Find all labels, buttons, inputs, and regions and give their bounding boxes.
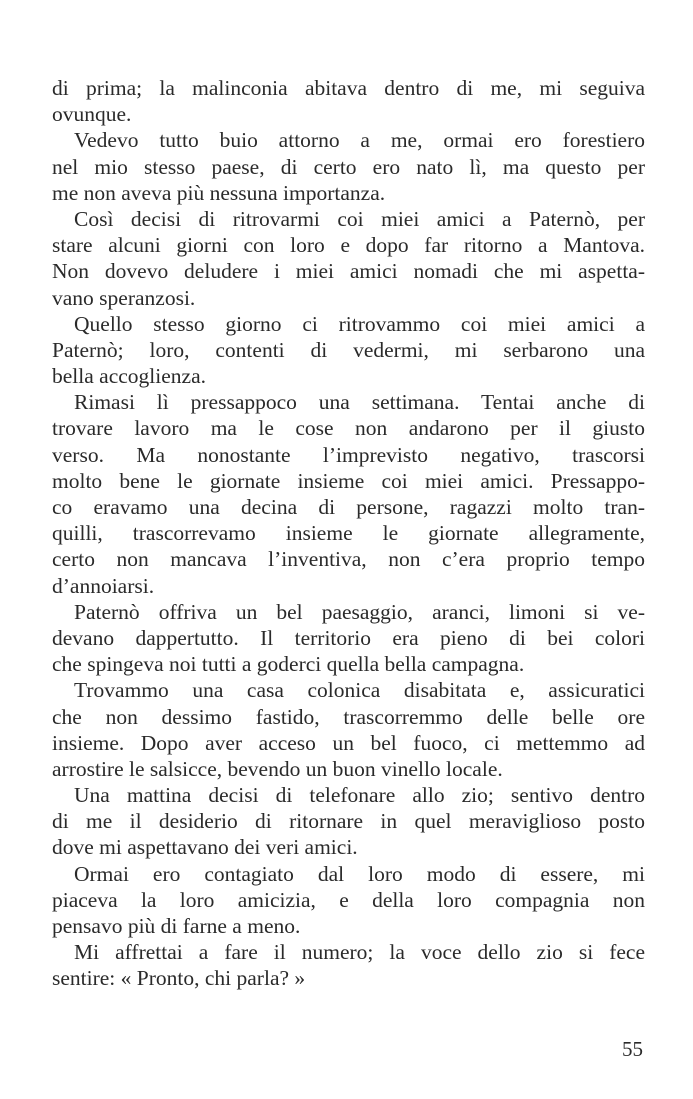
text-line: devano dappertutto. Il territorio era pieno di bei colori	[52, 625, 645, 650]
text-line: Vedevo tutto buio attorno a me, ormai ero forestiero	[74, 128, 645, 153]
text-line: Rimasi lì pressappoco una settimana. Tentai anche di	[74, 390, 645, 415]
page-number: 55	[622, 1037, 643, 1061]
paragraph	[52, 861, 645, 940]
text-line: di prima; la malinconia abitava dentro di me, mi seguiva	[52, 76, 645, 100]
paragraph	[52, 939, 645, 991]
paragraph	[52, 389, 645, 599]
text-line: Trovammo una casa colonica disabitata e, assicuratici	[74, 678, 645, 703]
text-line: Ormai ero contagiato dal loro modo di essere, mi	[74, 861, 645, 886]
text-line: che spingeva noi tutti a goderci quella bella campagna.	[52, 652, 525, 677]
paragraph	[52, 311, 645, 390]
text-line: Mi affrettai a fare il numero; la voce dello zio si fece	[74, 940, 645, 965]
paragraph	[52, 677, 645, 782]
text-line: nel mio stesso paese, di certo ero nato lì, ma questo per	[52, 154, 645, 179]
text-line: insieme. Dopo aver acceso un bel fuoco, ci mettemmo ad	[52, 730, 645, 755]
paragraph	[52, 206, 645, 311]
text-line: Paternò offriva un bel paesaggio, aranci, limoni si ve-	[74, 599, 645, 624]
text-line: me non aveva più nessuna importanza.	[52, 180, 386, 205]
text-line: Una mattina decisi di telefonare allo zio; sentivo dentro	[74, 783, 645, 808]
text-line: pensavo più di farne a meno.	[52, 914, 301, 938]
text-line: Paternò; loro, contenti di vedermi, mi serbarono una	[52, 337, 645, 362]
paragraph	[52, 75, 645, 127]
text-line: di me il desiderio di ritornare in quel meraviglioso posto	[52, 809, 645, 834]
text-line: Così decisi di ritrovarmi coi miei amici a Paternò, per	[74, 206, 645, 231]
paragraph	[52, 127, 645, 206]
text-line: verso. Ma nonostante l’imprevisto negativo, trascorsi	[52, 442, 645, 467]
text-line: arrostire le salsicce, bevendo un buon vinello locale.	[52, 756, 503, 781]
text-line: sentire: « Pronto, chi parla? »	[52, 966, 306, 991]
text-line: piaceva la loro amicizia, e della loro compagnia non	[52, 887, 645, 912]
text-line: quilli, trascorrevamo insieme le giornate allegramente,	[52, 521, 645, 546]
text-line: certo non mancava l’inventiva, non c’era proprio tempo	[52, 547, 645, 572]
text-line: bella accoglienza.	[52, 364, 206, 389]
text-line: ovunque.	[52, 102, 132, 127]
paragraph	[52, 782, 645, 861]
text-line: Non dovevo deludere i miei amici nomadi che mi aspetta-	[52, 259, 645, 284]
text-line: molto bene le giornate insieme coi miei amici. Pressappo-	[52, 468, 645, 493]
book-page-text	[52, 75, 645, 992]
text-line: stare alcuni giorni con loro e dopo far ritorno a Mantova.	[52, 233, 645, 258]
paragraph	[52, 599, 645, 678]
text-line: d’annoiarsi.	[52, 573, 155, 598]
text-line: che non dessimo fastido, trascorremmo delle belle ore	[52, 704, 645, 729]
text-line: Quello stesso giorno ci ritrovammo coi miei amici a	[74, 311, 645, 336]
text-line: vano speranzosi.	[52, 285, 196, 310]
text-line: co eravamo una decina di persone, ragazzi molto tran-	[52, 495, 645, 519]
text-line: trovare lavoro ma le cose non andarono per il giusto	[52, 416, 645, 441]
text-line: dove mi aspettavano dei veri amici.	[52, 835, 358, 860]
